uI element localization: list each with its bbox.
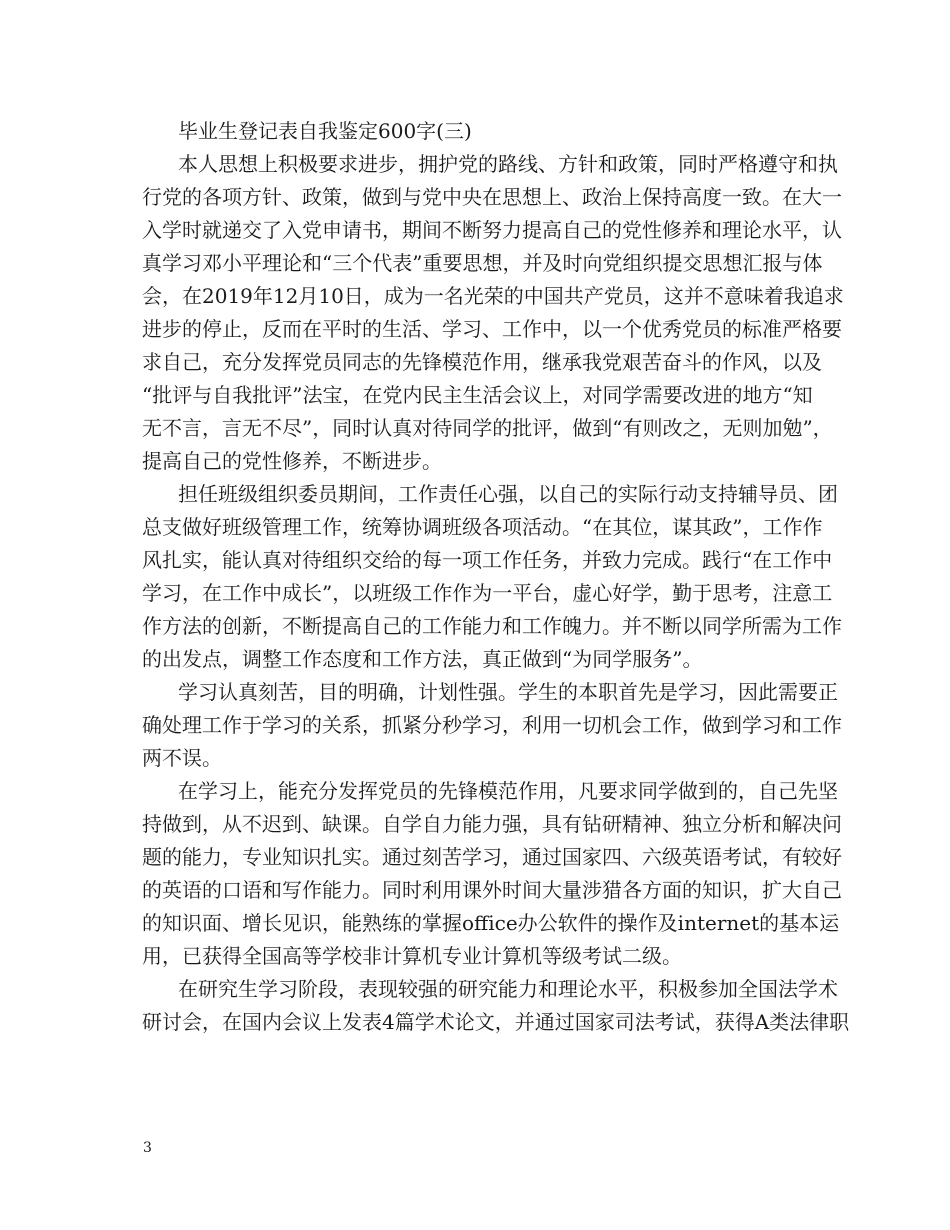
paragraph-line: 进步的停止，反而在平时的生活、学习、工作中，以一个优秀党员的标准严格要 (142, 317, 842, 341)
paragraph-line: 在研究生学习阶段，表现较强的研究能力和理论水平，积极参加全国法学术 (178, 977, 838, 1001)
page-number: 3 (143, 1140, 152, 1156)
paragraph-line: 研讨会，在国内会议上发表4篇学术论文，并通过国家司法考试，获得A类法律职 (142, 1010, 850, 1034)
paragraph-line: 作方法的创新，不断提高自己的工作能力和工作魄力。并不断以同学所需为工作 (142, 614, 842, 638)
paragraph-line: 求自己，充分发挥党员同志的先锋模范作用，继承我党艰苦奋斗的作风，以及 (142, 350, 822, 374)
paragraph-line: 在学习上，能充分发挥党员的先锋模范作用，凡要求同学做到的，自己先坚 (178, 779, 838, 803)
paragraph-line: “批评与自我批评”法宝，在党内民主生活会议上，对同学需要改进的地方“知 (142, 383, 813, 407)
paragraph-line: 担任班级组织委员期间，工作责任心强，以自己的实际行动支持辅导员、团 (178, 482, 838, 506)
paragraph-line: 行党的各项方针、政策，做到与党中央在思想上、政治上保持高度一致。在大一 (142, 185, 842, 209)
paragraph-line: 确处理工作于学习的关系，抓紧分秒学习，利用一切机会工作，做到学习和工作 (142, 713, 842, 737)
paragraph-line: 两不误。 (142, 746, 222, 770)
paragraph-line: 无不言，言无不尽”，同时认真对待同学的批评，做到“有则改之，无则加勉”， (142, 416, 833, 440)
paragraph-line: 的出发点，调整工作态度和工作方法，真正做到“为同学服务”。 (142, 647, 703, 671)
document-title: 毕业生登记表自我鉴定600字(三) (178, 119, 472, 143)
paragraph-line: 学习，在工作中成长”，以班级工作作为一平台，虚心好学，勤于思考，注意工 (142, 581, 833, 605)
paragraph-line: 本人思想上积极要求进步，拥护党的路线、方针和政策，同时严格遵守和执 (178, 152, 838, 176)
paragraph-line: 题的能力，专业知识扎实。通过刻苦学习，通过国家四、六级英语考试，有较好 (142, 845, 842, 869)
paragraph-line: 持做到，从不迟到、缺课。自学自力能力强，具有钻研精神、独立分析和解决问 (142, 812, 842, 836)
paragraph-line: 入学时就递交了入党申请书，期间不断努力提高自己的党性修养和理论水平，认 (142, 218, 842, 242)
paragraph-line: 用，已获得全国高等学校非计算机专业计算机等级考试二级。 (142, 944, 682, 968)
paragraph-line: 总支做好班级管理工作，统筹协调班级各项活动。“在其位，谋其政”，工作作 (142, 515, 823, 539)
paragraph-line: 学习认真刻苦，目的明确，计划性强。学生的本职首先是学习，因此需要正 (178, 680, 838, 704)
paragraph-line: 风扎实，能认真对待组织交给的每一项工作任务，并致力完成。践行“在工作中 (142, 548, 833, 572)
paragraph-line: 会，在2019年12月10日，成为一名光荣的中国共产党员，这并不意味着我追求 (142, 284, 844, 308)
paragraph-line: 提高自己的党性修养，不断进步。 (142, 449, 442, 473)
paragraph-line: 真学习邓小平理论和“三个代表”重要思想，并及时向党组织提交思想汇报与体 (142, 251, 823, 275)
paragraph-line: 的知识面、增长见识，能熟练的掌握office办公软件的操作及internet的基本运 (142, 911, 840, 935)
paragraph-line: 的英语的口语和写作能力。同时利用课外时间大量涉猎各方面的知识，扩大自己 (142, 878, 842, 902)
